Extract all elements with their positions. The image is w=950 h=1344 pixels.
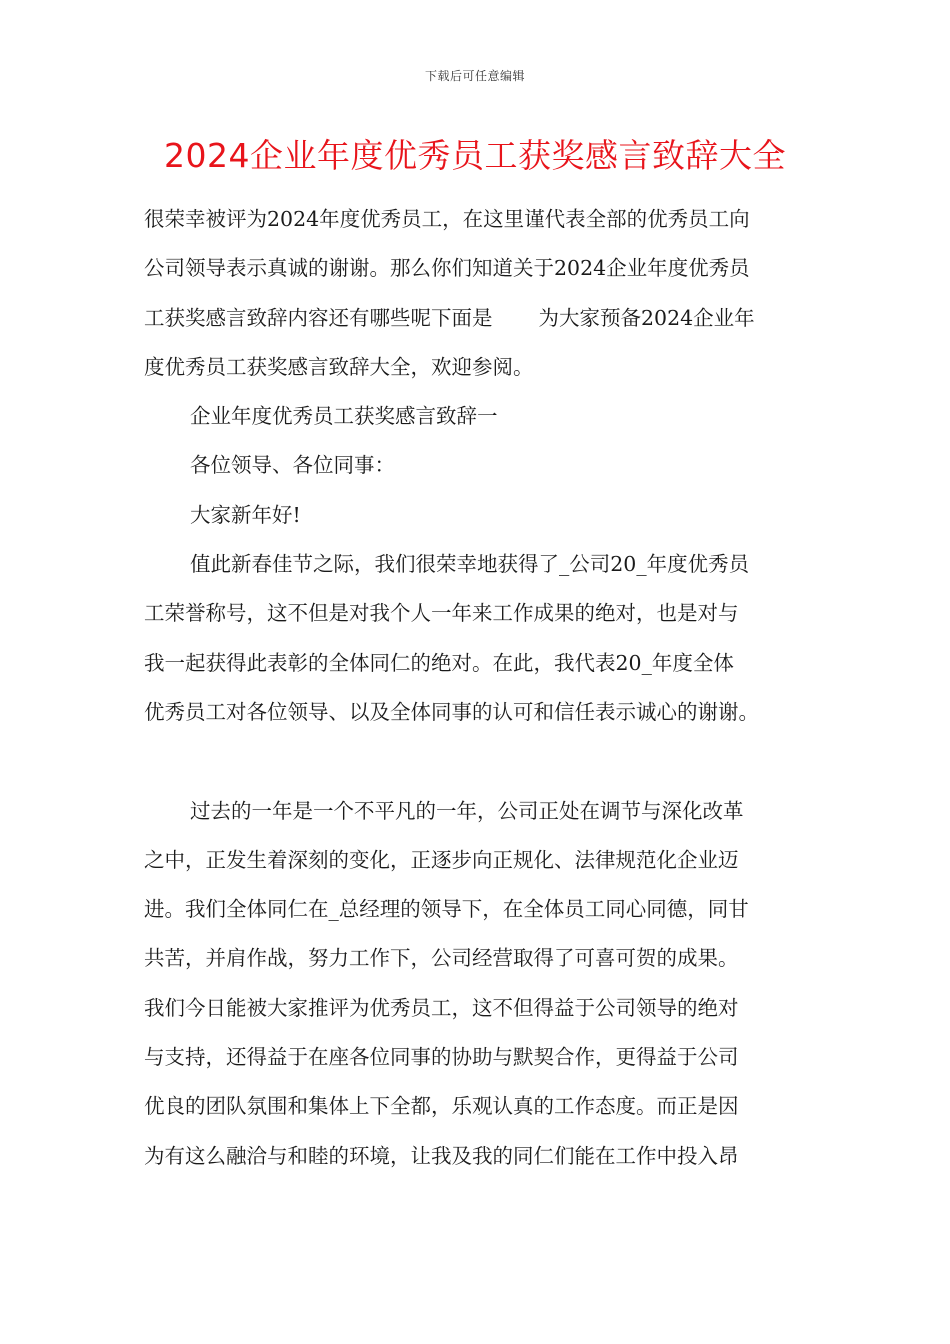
paragraph-2 [144,787,814,1181]
intro-line-3-a: 工获奖感言致辞内容还有哪些呢下面是 [144,305,493,330]
para2-line-4: 共苦，并肩作战，努力工作下，公司经营取得了可喜可贺的成果。 [144,946,739,971]
intro-line-4: 度优秀员工获奖感言致辞大全，欢迎参阅。 [144,354,534,379]
intro-line-1: 很荣幸被评为2024年度优秀员工，在这里谨代表全部的优秀员工向 [144,207,750,231]
para1-line-3: 我一起获得此表彰的全体同仁的绝对。在此，我代表20_年度全体 [144,650,734,675]
para2-line-8: 为有这么融洽与和睦的环境，让我及我的同仁们能在工作中投入昂 [144,1143,739,1168]
para2-line-5: 我们今日能被大家推评为优秀员工，这不但得益于公司领导的绝对 [144,995,739,1020]
document-title: 2024企业年度优秀员工获奖感言致辞大全 [164,136,786,175]
header-note: 下载后可任意编辑 [424,69,525,83]
para2-line-1: 过去的一年是一个不平凡的一年，公司正处在调节与深化改革 [190,798,744,823]
salutation: 各位领导、各位同事： [190,453,395,478]
para1-line-4: 优秀员工对各位领导、以及全体同事的认可和信任表示诚心的谢谢。 [144,699,759,724]
intro-line-3 [144,294,814,343]
para2-line-7: 优良的团队氛围和集体上下全都，乐观认真的工作态度。而正是因 [144,1094,739,1119]
para2-line-3: 进。我们全体同仁在_总经理的领导下，在全体员工同心同德，同甘 [144,897,749,922]
para2-line-6: 与支持，还得益于在座各位同事的协助与默契合作，更得益于公司 [144,1045,739,1070]
intro-line-2: 公司领导表示真诚的谢谢。那么你们知道关于2024企业年度优秀员 [144,256,750,281]
paragraph-1 [144,540,814,737]
document-body [144,195,814,1181]
para1-line-1: 值此新春佳节之际，我们很荣幸地获得了_公司20_年度优秀员 [190,552,750,577]
para2-line-2: 之中，正发生着深刻的变化，正逐步向正规化、法律规范化企业迈 [144,847,739,872]
greeting: 大家新年好! [190,502,301,527]
intro-line-3-b: 为大家预备2024企业年 [538,305,755,330]
para1-line-2: 工荣誉称号，这不但是对我个人一年来工作成果的绝对，也是对与 [144,601,739,626]
paragraph-spacer [144,737,814,786]
intro-paragraph [144,195,814,392]
section-heading: 企业年度优秀员工获奖感言致辞一 [190,404,498,429]
